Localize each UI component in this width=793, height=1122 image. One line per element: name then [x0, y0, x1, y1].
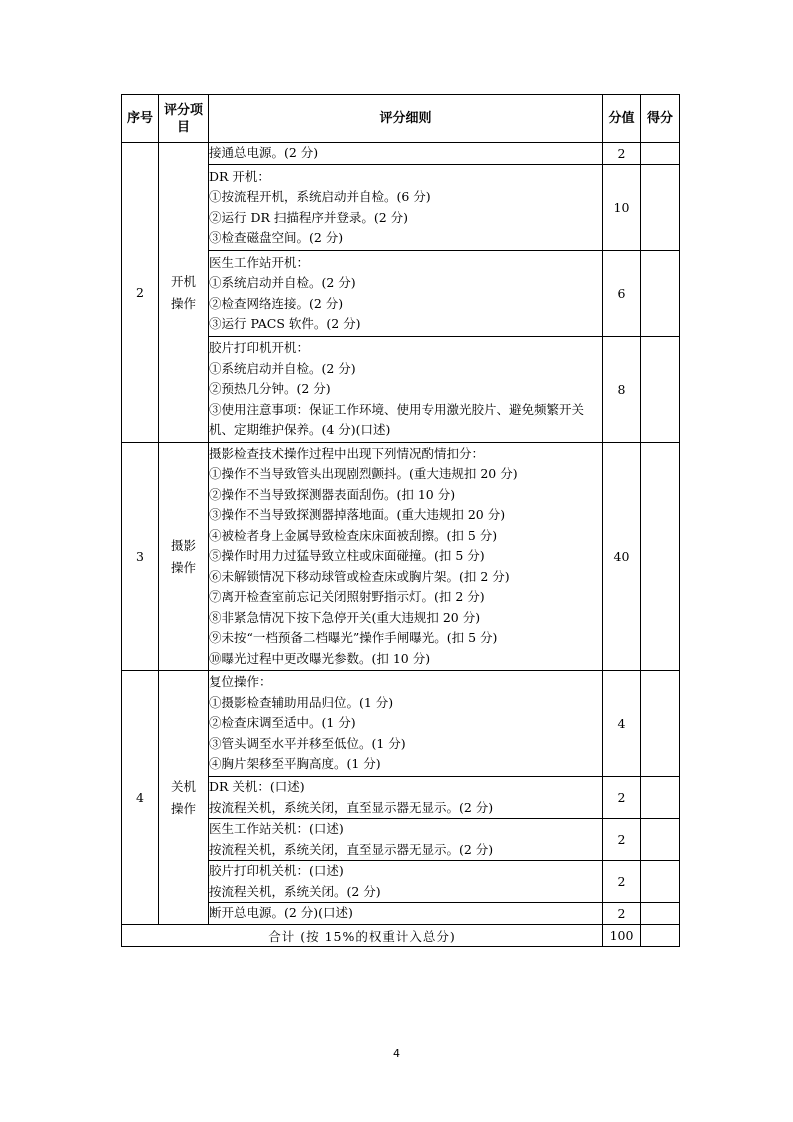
detail-line: ③操作不当导致探测器掉落地面。(重大违规扣 20 分): [209, 507, 506, 523]
detail-line: ①操作不当导致管头出现剧烈颤抖。(重大违规扣 20 分): [209, 466, 518, 482]
detail-line: ③检查磁盘空间。(2 分): [209, 230, 344, 245]
detail-cell: [209, 251, 603, 337]
score-cell: [641, 337, 680, 443]
table-row: [122, 671, 680, 777]
detail-line: 按流程关机，系统关闭。(2 分): [209, 883, 381, 899]
value-cell: 4: [603, 671, 641, 777]
detail-line: ⑤操作时用力过猛导致立柱或床面碰撞。(扣 5 分): [209, 548, 485, 564]
value-cell: 2: [603, 143, 641, 165]
total-value: 100: [603, 925, 641, 947]
detail-line: 医生工作站关机：(口述): [209, 821, 344, 836]
detail-line: ⑨未按“一档预备二档曝光”操作手闸曝光。(扣 5 分): [209, 630, 498, 646]
detail-line: ③使用注意事项：保证工作环境、使用专用激光胶片、避免频繁开关机、定期维护保养。(4 分)(口述): [209, 401, 585, 438]
total-row: [122, 925, 680, 947]
section-seq: 3: [122, 443, 159, 671]
value-cell: 8: [603, 337, 641, 443]
detail-line: 摄影检查技术操作过程中出现下列情况酌情扣分：: [209, 445, 485, 461]
section-item: [159, 443, 209, 671]
score-cell: [641, 443, 680, 671]
detail-line: ②预热几分钟。(2 分): [209, 381, 331, 397]
detail-line: ⑧非紧急情况下按下急停开关(重大违规扣 20 分): [209, 609, 481, 625]
value-cell: 2: [603, 903, 641, 925]
detail-line: ①系统启动并自检。(2 分): [209, 275, 356, 290]
header-score: 得分: [641, 95, 680, 143]
value-cell: 10: [603, 165, 641, 251]
detail-line: 医生工作站开机：: [209, 254, 310, 270]
detail-cell: [209, 819, 603, 861]
table-row: [122, 443, 680, 671]
detail-line: ⑦离开检查室前忘记关闭照射野指示灯。(扣 2 分): [209, 589, 485, 605]
header-detail: 评分细则: [209, 95, 603, 143]
section-item-label: 开机操作: [170, 273, 196, 311]
detail-line: ②运行 DR 扫描程序并登录。(2 分): [209, 209, 409, 225]
detail-line: 复位操作：: [209, 674, 272, 690]
detail-cell: [209, 165, 603, 251]
detail-cell: [209, 443, 603, 671]
detail-line: 接通总电源。(2 分): [209, 145, 319, 161]
score-cell: [641, 143, 680, 165]
detail-line: ②检查网络连接。(2 分): [209, 295, 344, 311]
header-row: [122, 95, 680, 143]
score-cell: [641, 251, 680, 337]
total-label: 合计 (按 15%的权重计入总分): [122, 925, 603, 947]
detail-line: DR 关机：(口述): [209, 779, 305, 794]
value-cell: 2: [603, 819, 641, 861]
detail-line: ①摄影检查辅助用品归位。(1 分): [209, 694, 394, 710]
header-seq: 序号: [122, 95, 159, 143]
detail-cell: [209, 903, 603, 925]
scoring-table: [121, 94, 680, 947]
detail-cell: [209, 861, 603, 903]
value-cell: 6: [603, 251, 641, 337]
total-score-cell: [641, 925, 680, 947]
score-cell: [641, 903, 680, 925]
section-seq: 4: [122, 671, 159, 925]
value-cell: 2: [603, 861, 641, 903]
value-cell: 40: [603, 443, 641, 671]
detail-line: 按流程关机，系统关闭，直至显示器无显示。(2 分): [209, 841, 494, 857]
detail-line: 胶片打印机关机：(口述): [209, 863, 344, 878]
section-seq: 2: [122, 143, 159, 443]
detail-line: ③运行 PACS 软件。(2 分): [209, 316, 361, 331]
score-cell: [641, 777, 680, 819]
section-item-label: 摄影操作: [170, 537, 196, 575]
section-item-label: 关机操作: [170, 778, 196, 816]
detail-line: DR 开机：: [209, 168, 270, 184]
detail-cell: [209, 337, 603, 443]
table-row: [122, 143, 680, 165]
detail-line: ②操作不当导致探测器表面刮伤。(扣 10 分): [209, 486, 456, 502]
header-item: 评分项目: [159, 95, 209, 143]
detail-line: ④胸片架移至平胸高度。(1 分): [209, 756, 381, 772]
detail-line: ④被检者身上金属导致检查床床面被刮擦。(扣 5 分): [209, 527, 498, 543]
score-cell: [641, 861, 680, 903]
detail-line: ③管头调至水平并移至低位。(1 分): [209, 735, 406, 751]
table-body: [122, 143, 680, 925]
score-cell: [641, 671, 680, 777]
detail-line: ②检查床调至适中。(1 分): [209, 715, 356, 731]
score-cell: [641, 819, 680, 861]
detail-cell: [209, 777, 603, 819]
header-value: 分值: [603, 95, 641, 143]
detail-line: 胶片打印机开机：: [209, 340, 310, 356]
page-number: 4: [393, 1047, 400, 1060]
section-item: [159, 143, 209, 443]
score-cell: [641, 165, 680, 251]
detail-line: 按流程关机，系统关闭，直至显示器无显示。(2 分): [209, 799, 494, 815]
detail-cell: [209, 143, 603, 165]
detail-line: ①系统启动并自检。(2 分): [209, 360, 356, 376]
detail-cell: [209, 671, 603, 777]
detail-line: ⑥未解锁情况下移动球管或检查床或胸片架。(扣 2 分): [209, 568, 510, 584]
value-cell: 2: [603, 777, 641, 819]
detail-line: ①按流程开机，系统启动并自检。(6 分): [209, 189, 431, 204]
detail-line: ⑩曝光过程中更改曝光参数。(扣 10 分): [209, 650, 431, 666]
section-item: [159, 671, 209, 925]
detail-line: 断开总电源。(2 分)(口述): [209, 905, 353, 921]
